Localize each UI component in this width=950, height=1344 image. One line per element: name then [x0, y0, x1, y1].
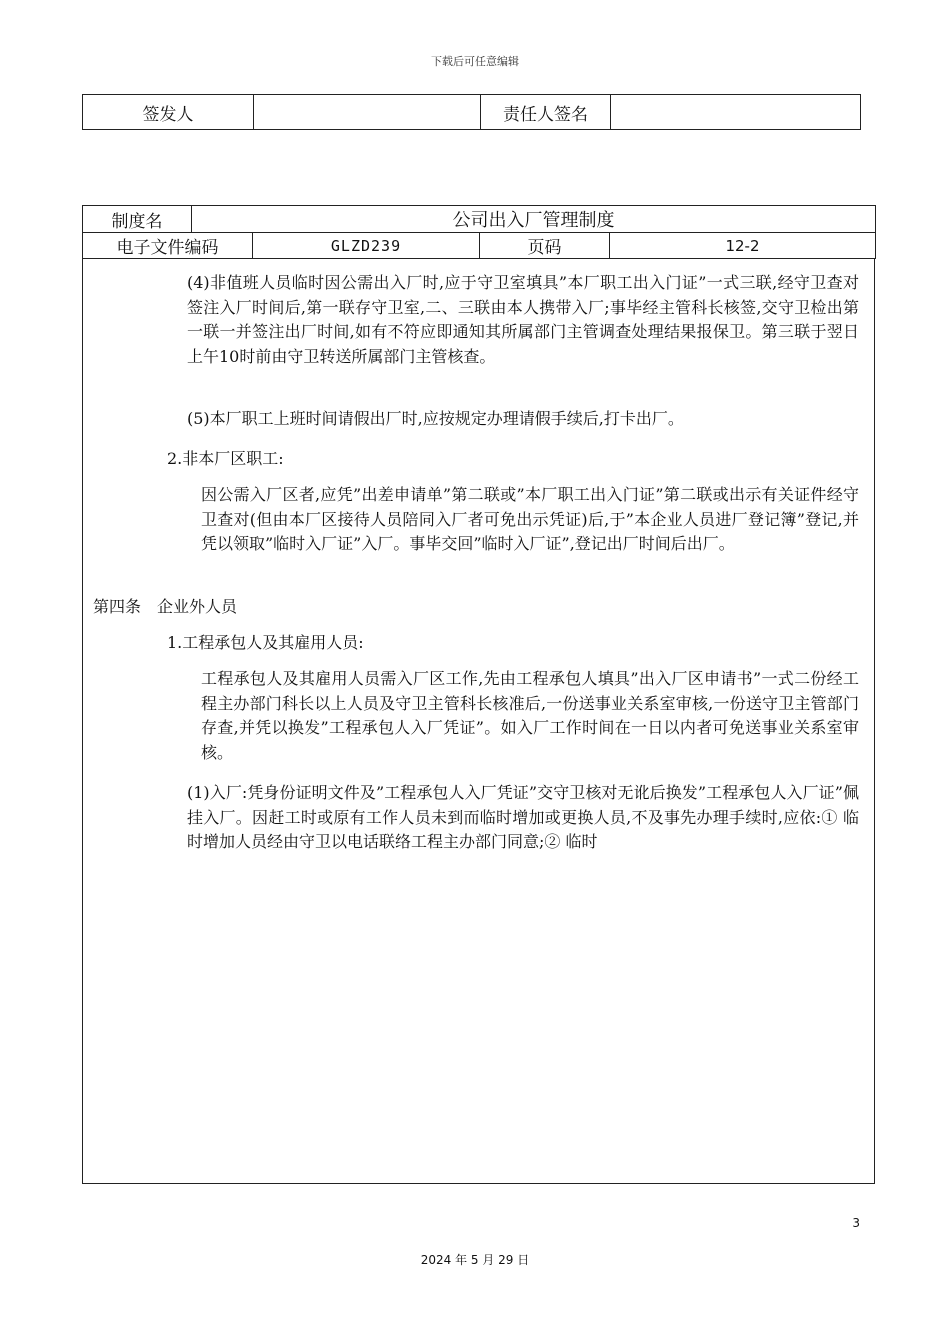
page-label: 页码	[480, 233, 610, 259]
document-meta-table	[82, 205, 876, 259]
page-code-value: 12-2	[610, 233, 876, 259]
clause-4-paragraph: (4)非值班人员临时因公需出入厂时,应于守卫室填具”本厂职工出入门证”一式三联,经守卫查对签注入厂时间后,第一联存守卫室,二、三联由本人携带入厂;事毕经主管科长核签,交守卫检出第一联一并签注出厂时间,如有不符应即通知其所属部门主管调查处理结果报保卫。第三联于翌日上午10时前由守卫转送所属部门主管核查。	[187, 273, 859, 366]
file-code-value: GLZD239	[253, 233, 480, 259]
signature-table	[82, 94, 861, 130]
section-2-heading: 2.非本厂区职工:	[167, 449, 284, 468]
responsible-signature-field[interactable]	[611, 95, 861, 130]
clause-5-paragraph: (5)本厂职工上班时间请假出厂时,应按规定办理请假手续后,打卡出厂。	[187, 409, 684, 428]
content-area	[82, 259, 875, 1184]
section-1-body: 工程承包人及其雇用人员需入厂区工作,先由工程承包人填具”出入厂区申请书”一式二份经工程主办部门科长以上人员及守卫主管科长核准后,一份送事业关系室审核,一份送守卫主管部门存查,并凭以换发”工程承包人入厂凭证”。如入厂工作时间在一日以内者可免送事业关系室审核。	[201, 669, 859, 762]
footer-date: 2024 年 5 月 29 日	[420, 1253, 530, 1267]
issuer-label: 签发人	[83, 95, 254, 130]
document-title: 公司出入厂管理制度	[192, 206, 876, 233]
section-1-heading: 1.工程承包人及其雇用人员:	[167, 633, 364, 652]
header-note: 下载后可任意编辑	[431, 55, 519, 68]
regulation-name-label: 制度名	[83, 206, 192, 233]
page-number: 3	[852, 1216, 860, 1230]
issuer-field[interactable]	[254, 95, 481, 130]
clause-1-entry-paragraph: (1)入厂:凭身份证明文件及”工程承包人入厂凭证”交守卫核对无讹后换发”工程承包人入厂证”佩挂入厂。因赶工时或原有工作人员未到而临时增加或更换人员,不及事先办理手续时,应依:① 临时增加人员经由守卫以电话联络工程主办部门同意;② 临时	[187, 783, 859, 851]
file-code-label: 电子文件编码	[83, 233, 253, 259]
section-2-body: 因公需入厂区者,应凭”出差申请单”第二联或”本厂职工出入门证”第二联或出示有关证件经守卫查对(但由本厂区接待人员陪同入厂者可免出示凭证)后,于”本企业人员进厂登记簿”登记,并凭以领取”临时入厂证”入厂。事毕交回”临时入厂证”,登记出厂时间后出厂。	[201, 485, 859, 553]
responsible-label: 责任人签名	[481, 95, 611, 130]
article-4-heading: 第四条 企业外人员	[93, 597, 238, 616]
